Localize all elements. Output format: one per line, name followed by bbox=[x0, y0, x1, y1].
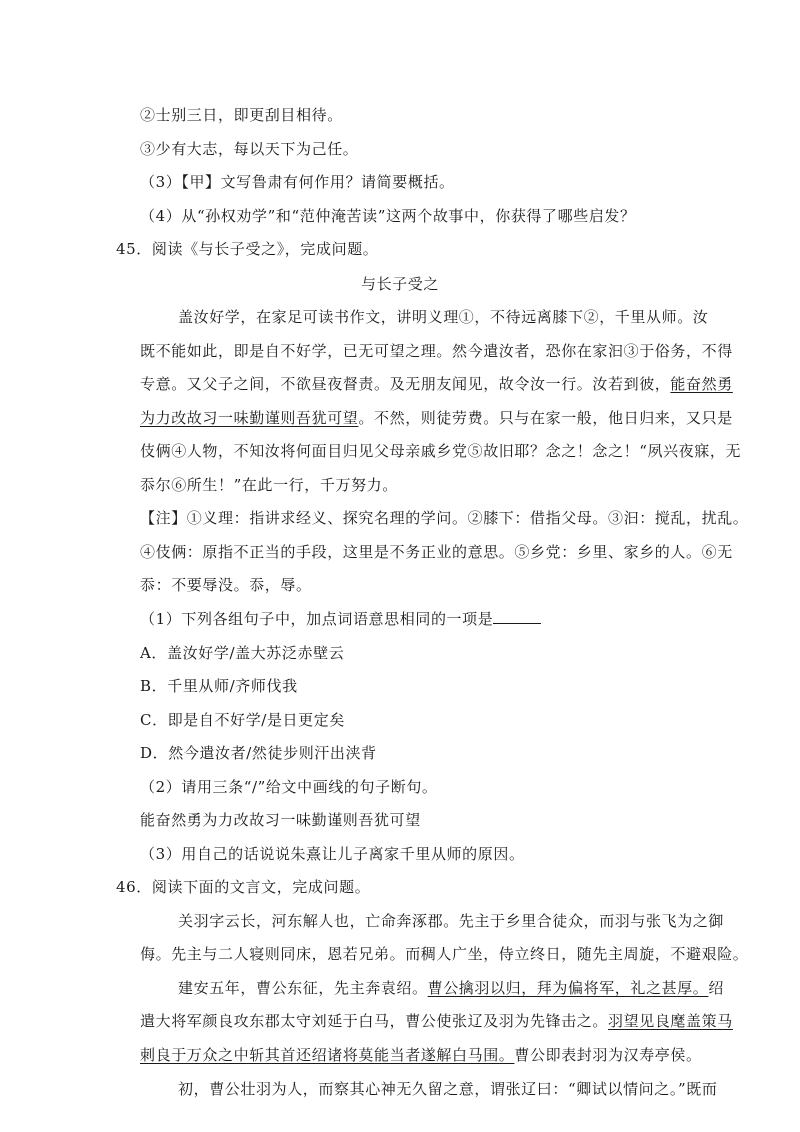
q44-item-3: ③少有大志，每以天下为己任。 bbox=[140, 140, 359, 158]
q46-heading: 46．阅读下面的文言文，完成问题。 bbox=[116, 878, 371, 896]
q46-underlined-sentence: 刺良于万众之中斩其首还绍诸将莫能当者遂解白马围。 bbox=[140, 1046, 515, 1064]
q45-sentence: 能奋然勇为力改故习一味勤谨则吾犹可望 bbox=[140, 811, 421, 829]
q46-passage-line: 侮。先主与二人寝则同床，恩若兄弟。而稠人广坐，侍立终日，随先主周旋，不避艰险。 bbox=[140, 945, 749, 963]
q45-passage-line: 伎俩④人物，不知汝将何面目归见父母亲戚乡党⑤故旧耶？念之！念之！“夙兴夜寐，无 bbox=[140, 442, 742, 460]
q46-passage-line: 关羽字云长，河东解人也，亡命奔涿郡。先主于乡里合徒众，而羽与张飞为之御 bbox=[178, 912, 725, 930]
q45-title: 与长子受之 bbox=[360, 275, 439, 293]
option-b: B．千里从师/齐师伐我 bbox=[140, 677, 298, 695]
q46-passage-line: 建安五年，曹公东征，先主奔袁绍。曹公擒羽以归，拜为偏将军，礼之甚厚。绍 bbox=[178, 979, 725, 997]
q45-underlined-sentence: 为力改故习一味勤谨则吾犹可望 bbox=[140, 409, 359, 427]
q45-underlined-sentence: 能奋然勇 bbox=[670, 375, 733, 393]
q45-heading: 45．阅读《与长子受之》，完成问题。 bbox=[116, 240, 379, 258]
q45-passage-line: 为力改故习一味勤谨则吾犹可望。不然，则徒劳费。只与在家一般，他日归来，又只是 bbox=[140, 409, 733, 427]
q45-sub-1: （1）下列各组句子中，加点词语意思相同的一项是 bbox=[140, 609, 541, 629]
q45-note-line: 忝：不要辱没。忝，辱。 bbox=[140, 576, 312, 594]
q45-passage-line: 既不能如此，即是自不好学，已无可望之理。然今遣汝者，恐你在家汩③于俗务，不得 bbox=[140, 342, 733, 360]
answer-blank bbox=[493, 609, 541, 624]
option-d: D．然今遣汝者/然徒步则汗出浃背 bbox=[140, 744, 377, 762]
option-a: A．盖汝好学/盖大苏泛赤壁云 bbox=[140, 644, 345, 662]
q46-passage-line: 刺良于万众之中斩其首还绍诸将莫能当者遂解白马围。曹公即表封羽为汉寿亭侯。 bbox=[140, 1046, 702, 1064]
q46-passage-line: 遣大将军颜良攻东郡太守刘延于白马，曹公使张辽及羽为先锋击之。羽望见良麾盖策马 bbox=[140, 1012, 733, 1030]
q46-underlined-sentence: 曹公擒羽以归，拜为偏将军，礼之甚厚。 bbox=[427, 979, 709, 997]
q45-note-line: ④伎俩：原指不正当的手段，这里是不务正业的意思。⑤乡党：乡里、家乡的人。⑥无 bbox=[140, 543, 733, 561]
q45-passage-line: 忝尔⑥所生！”在此一行，千万努力。 bbox=[140, 476, 398, 494]
q45-passage-line: 盖汝好学，在家足可读书作文，讲明义理①，不待远离膝下②，千里从师。汝 bbox=[178, 308, 709, 326]
q44-item-2: ②士别三日，即更刮目相待。 bbox=[140, 106, 343, 124]
q45-note-line: 【注】①义理：指讲求经义、探究名理的学问。②膝下：借指父母。③汩：搅乱，扰乱。 bbox=[140, 509, 749, 527]
q45-passage-line: 专意。又父子之间，不欲昼夜督责。及无朋友闻见，故令汝一行。汝若到彼，能奋然勇 bbox=[140, 375, 733, 393]
q45-sub-3: （3）用自己的话说说朱熹让儿子离家千里从师的原因。 bbox=[140, 845, 525, 863]
q46-underlined-sentence: 羽望见良麾盖策马 bbox=[608, 1012, 733, 1030]
q45-sub-2: （2）请用三条“/”给文中画线的句子断句。 bbox=[140, 778, 438, 796]
q44-sub-3: （3）【甲】文写鲁肃有何作用？请简要概括。 bbox=[140, 173, 455, 191]
q46-passage-line: 初，曹公壮羽为人，而察其心神无久留之意，谓张辽曰：“卿试以情问之。”既而 bbox=[178, 1080, 718, 1098]
q44-sub-4: （4）从“孙权劝学”和“范仲淹苦读”这两个故事中，你获得了哪些启发？ bbox=[140, 207, 636, 225]
option-c: C．即是自不好学/是日更定矣 bbox=[140, 711, 345, 729]
